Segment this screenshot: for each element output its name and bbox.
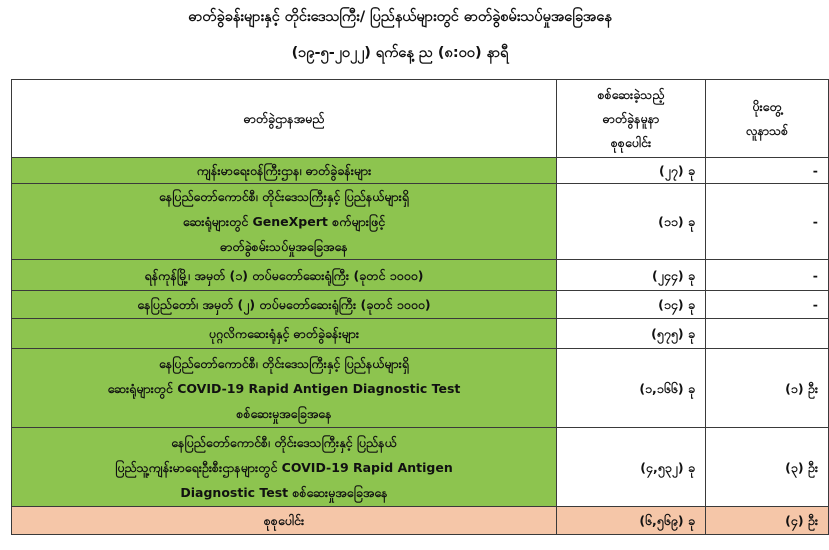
- header-tested-line1: စစ်ဆေးခဲ့သည့်: [597, 86, 665, 102]
- table-row: [12, 260, 829, 291]
- positive-count: -: [706, 260, 829, 291]
- lab-name-line: ဆေးရုံများတွင် COVID-19 Rapid Antigen Diagnostic Test: [107, 380, 461, 396]
- table-row: [12, 428, 829, 507]
- lab-name-line: စစ်ဆေးမှုအခြေအနေ: [236, 405, 332, 421]
- table-row: [12, 349, 829, 428]
- lab-name-line: ကျန်းမာရေးဝန်ကြီးဌာန၊ ဓာတ်ခွဲခန်းများ: [196, 163, 372, 178]
- lab-name-line: ရန်ကုန်မြို့၊ အမှတ် (၁) တပ်မတော်ဆေးရုံကြီး (ခုတင် ၁၀၀၀): [144, 267, 424, 283]
- lab-name-line: နေပြည်တော်၊ အမှတ် (၂) တပ်မတော်ဆေးရုံကြီး (ခုတင် ၁၀၀၀): [137, 297, 431, 312]
- lab-name-cell: [12, 349, 557, 428]
- total-tested: (၆,၅၆၉) ခု: [557, 507, 706, 535]
- table-header-row: [12, 80, 829, 158]
- report-date: (၁၉-၅-၂၀၂၂) ရက်နေ့ ည (၈:၀၀) နာရီ: [291, 45, 509, 61]
- lab-name-cell: [12, 428, 557, 507]
- table-row: [12, 158, 829, 184]
- lab-name-line: နေပြည်တော်ကောင်စီ၊ တိုင်းဒေသကြီးနှင့် ပြည်နယ်များရှိ: [158, 189, 410, 204]
- positive-count: [706, 319, 829, 349]
- table-row: [12, 291, 829, 319]
- tested-count: (၂၄၄) ခု: [557, 260, 706, 291]
- tested-count: (၅၇၅) ခု: [557, 319, 706, 349]
- tested-count: (၂၇) ခု: [557, 158, 706, 184]
- lab-testing-table: [11, 79, 829, 535]
- lab-name-line: နေပြည်တော်ကောင်စီ၊ တိုင်းဒေသကြီးနှင့် ပြည်နယ်များရှိ: [158, 355, 410, 371]
- positive-count: -: [706, 291, 829, 319]
- header-new-positive: [706, 80, 829, 158]
- positive-count: -: [706, 184, 829, 260]
- lab-name-line: ပုဂ္ဂလိကဆေးရုံနှင့် ဓာတ်ခွဲခန်းများ: [208, 326, 360, 341]
- positive-count: -: [706, 158, 829, 184]
- lab-name-cell: [12, 319, 557, 349]
- tested-count: (၁,၁၆၆) ခု: [557, 349, 706, 428]
- header-lab-name-text: ဓာတ်ခွဲဌာနအမည်: [243, 110, 325, 126]
- table-row: [12, 319, 829, 349]
- header-lab-name: [12, 80, 557, 158]
- positive-count: (၁) ဦး: [706, 349, 829, 428]
- positive-count: (၃) ဦး: [706, 428, 829, 507]
- header-positive-line1: ပိုးတွေ့: [752, 98, 782, 114]
- tested-count: (၁၄) ခု: [557, 291, 706, 319]
- lab-name-cell: [12, 184, 557, 260]
- lab-name-line: ဆေးရုံများတွင် GeneXpert စက်များဖြင့်: [182, 214, 386, 229]
- lab-name-cell: [12, 260, 557, 291]
- header-tested-total: [557, 80, 706, 158]
- header-positive-line2: လူနာသစ်: [745, 122, 789, 138]
- lab-name-line: ပြည်သူ့ကျန်းမာရေးဦးစီးဌာနများတွင် COVID-19 Rapid Antigen: [115, 459, 453, 475]
- tested-count: (၄,၅၃၂) ခု: [557, 428, 706, 507]
- total-label: စုစုပေါင်း: [12, 507, 557, 535]
- lab-name-cell: [12, 291, 557, 319]
- lab-name-line: Diagnostic Test စစ်ဆေးမှုအခြေအနေ: [180, 484, 388, 500]
- lab-name-line: ဓာတ်ခွဲစမ်းသပ်မှုအခြေအနေ: [220, 239, 348, 254]
- lab-name-cell: [12, 158, 557, 184]
- table-row: [12, 184, 829, 260]
- report-title: ဓာတ်ခွဲခန်းများနှင့် တိုင်းဒေသကြီး/ ပြည်နယ်များတွင် ဓာတ်ခွဲစမ်းသပ်မှုအခြေအနေ: [188, 9, 612, 25]
- total-row: [12, 507, 829, 535]
- header-tested-line2: ဓာတ်ခွဲနမူနာ: [602, 110, 660, 126]
- tested-count: (၁၁) ခု: [557, 184, 706, 260]
- lab-name-line: နေပြည်တော်ကောင်စီ၊ တိုင်းဒေသကြီးနှင့် ပြည်နယ်: [171, 434, 397, 450]
- total-positive: (၄) ဦး: [706, 507, 829, 535]
- header-tested-line3: စုစုပေါင်း: [610, 134, 652, 150]
